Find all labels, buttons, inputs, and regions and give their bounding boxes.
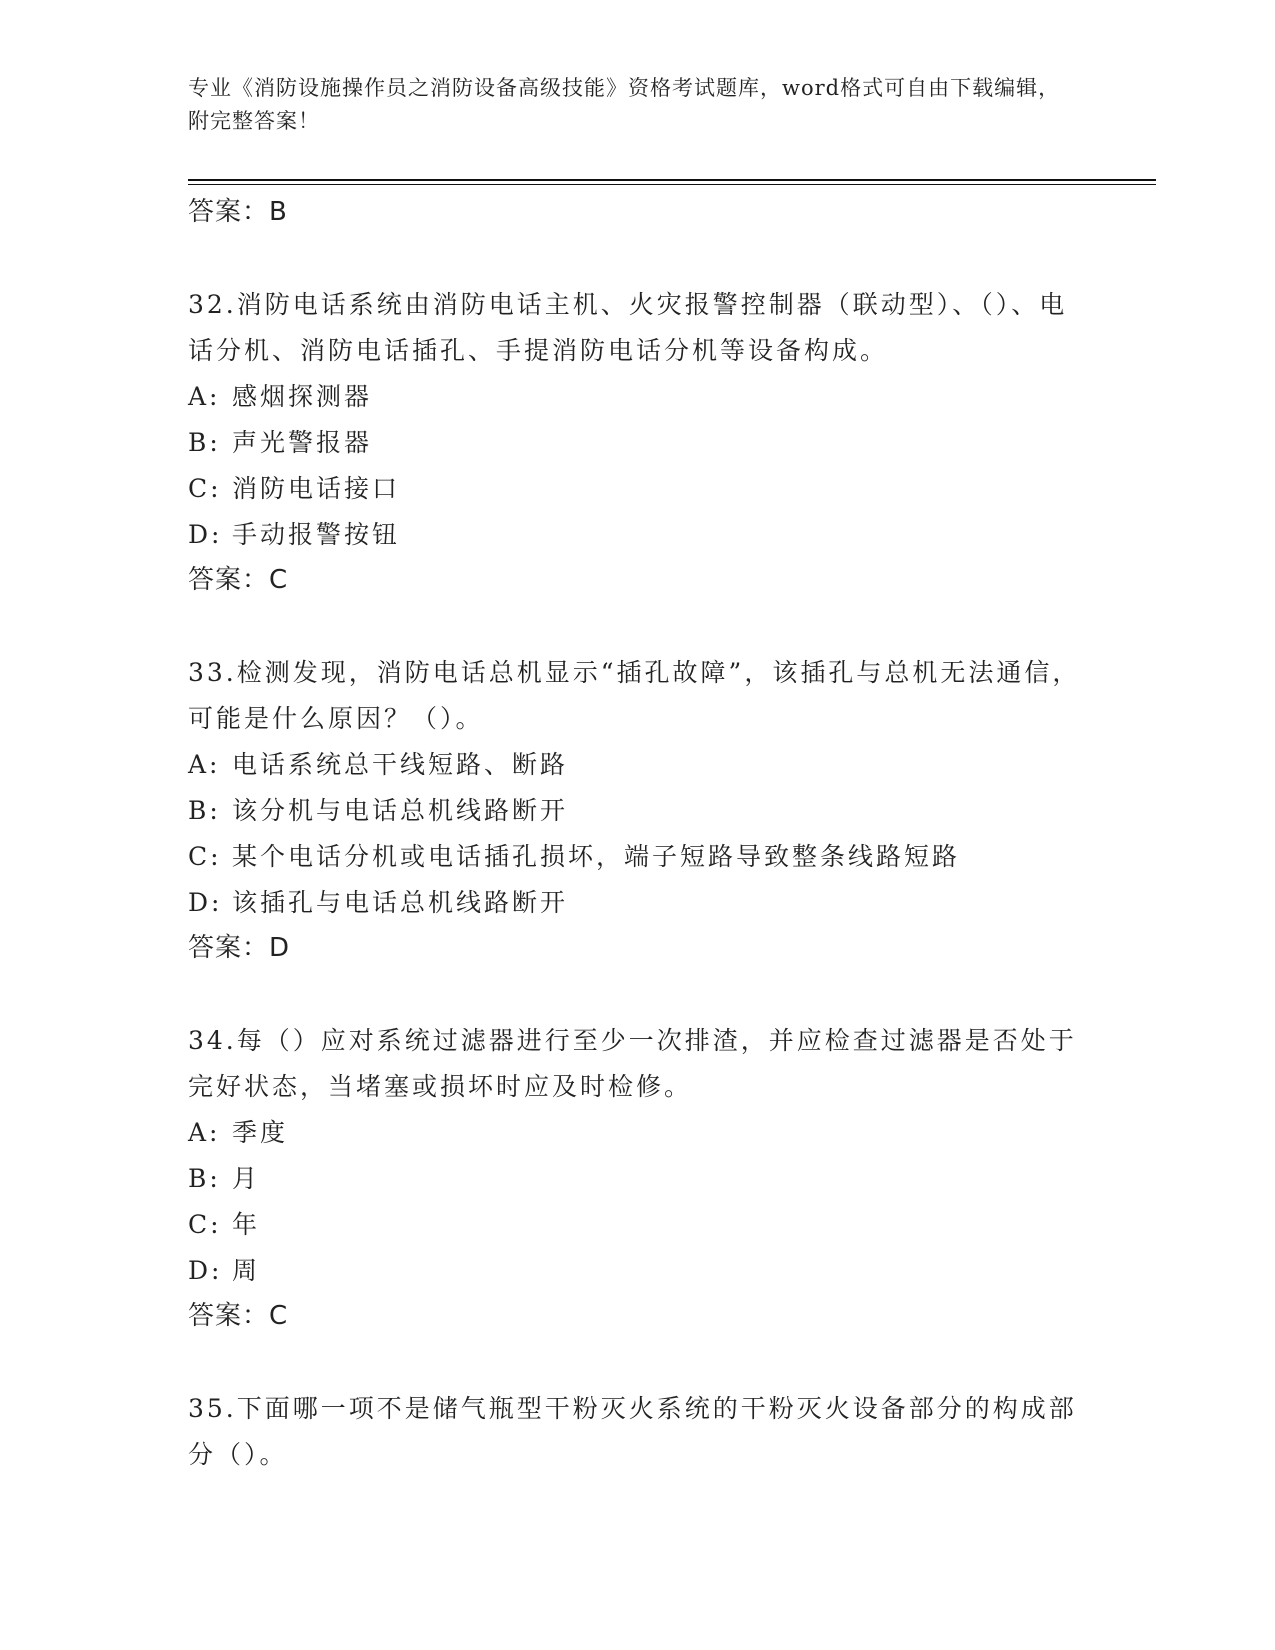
option-text: 感烟探测器 (232, 382, 373, 411)
question-34 (188, 1018, 1088, 1338)
question-stem: 35.下面哪一项不是储气瓶型干粉灭火系统的干粉灭火设备部分的构成部分（）。 (188, 1394, 1077, 1469)
question-stem: 32.消防电话系统由消防电话主机、火灾报警控制器（联动型）、（）、电话分机、消防电话插孔、手提消防电话分机等设备构成。 (188, 290, 1068, 365)
option-key: C: (188, 842, 222, 871)
question-32 (188, 282, 1088, 602)
option-a (188, 742, 1088, 788)
option-d (188, 1248, 1088, 1294)
option-text: 某个电话分机或电话插孔损坏，端子短路导致整条线路短路 (232, 842, 961, 871)
spacer (188, 1338, 1088, 1386)
option-d (188, 512, 1088, 558)
option-d (188, 880, 1088, 926)
answer-33: 答案：D (188, 933, 291, 963)
answer-32: 答案：C (188, 565, 289, 595)
option-key: C: (188, 1210, 222, 1239)
option-a (188, 1110, 1088, 1156)
question-stem: 34.每（）应对系统过滤器进行至少一次排渣，并应检查过滤器是否处于完好状态，当堵塞或损坏时应及时检修。 (188, 1026, 1077, 1101)
option-key: D: (188, 520, 223, 549)
option-text: 声光警报器 (232, 428, 373, 457)
option-c (188, 466, 1088, 512)
question-35 (188, 1386, 1088, 1478)
question-list (188, 190, 1088, 1478)
option-b (188, 420, 1088, 466)
answer-34: 答案：C (188, 1301, 289, 1331)
option-key: B: (188, 796, 221, 825)
option-b (188, 788, 1088, 834)
question-33 (188, 650, 1088, 970)
option-key: C: (188, 474, 222, 503)
question-stem: 33.检测发现，消防电话总机显示“插孔故障”，该插孔与总机无法通信，可能是什么原因？（）。 (188, 658, 1081, 733)
option-key: D: (188, 888, 223, 917)
option-c (188, 1202, 1088, 1248)
header-divider-thick (188, 179, 1156, 181)
spacer (188, 970, 1088, 1018)
option-key: A: (188, 750, 221, 779)
option-text: 手动报警按钮 (232, 520, 401, 549)
header-divider-thin (188, 184, 1156, 185)
option-text: 周 (232, 1256, 261, 1285)
option-key: A: (188, 1118, 221, 1147)
option-key: B: (188, 428, 221, 457)
document-header: 专业《消防设施操作员之消防设备高级技能》资格考试题库，word格式可自由下载编辑，附完整答案！ (188, 76, 1061, 133)
option-key: D: (188, 1256, 223, 1285)
option-key: B: (188, 1164, 221, 1193)
spacer (188, 234, 1088, 282)
option-text: 月 (232, 1164, 261, 1193)
option-key: A: (188, 382, 221, 411)
answer-31: 答案：B (188, 197, 288, 227)
option-text: 该分机与电话总机线路断开 (232, 796, 569, 825)
option-text: 该插孔与电话总机线路断开 (232, 888, 569, 917)
option-text: 年 (232, 1210, 261, 1239)
option-text: 消防电话接口 (232, 474, 401, 503)
option-text: 季度 (232, 1118, 289, 1147)
option-text: 电话系统总干线短路、断路 (232, 750, 569, 779)
option-c (188, 834, 1088, 880)
option-b (188, 1156, 1088, 1202)
option-a (188, 374, 1088, 420)
spacer (188, 602, 1088, 650)
